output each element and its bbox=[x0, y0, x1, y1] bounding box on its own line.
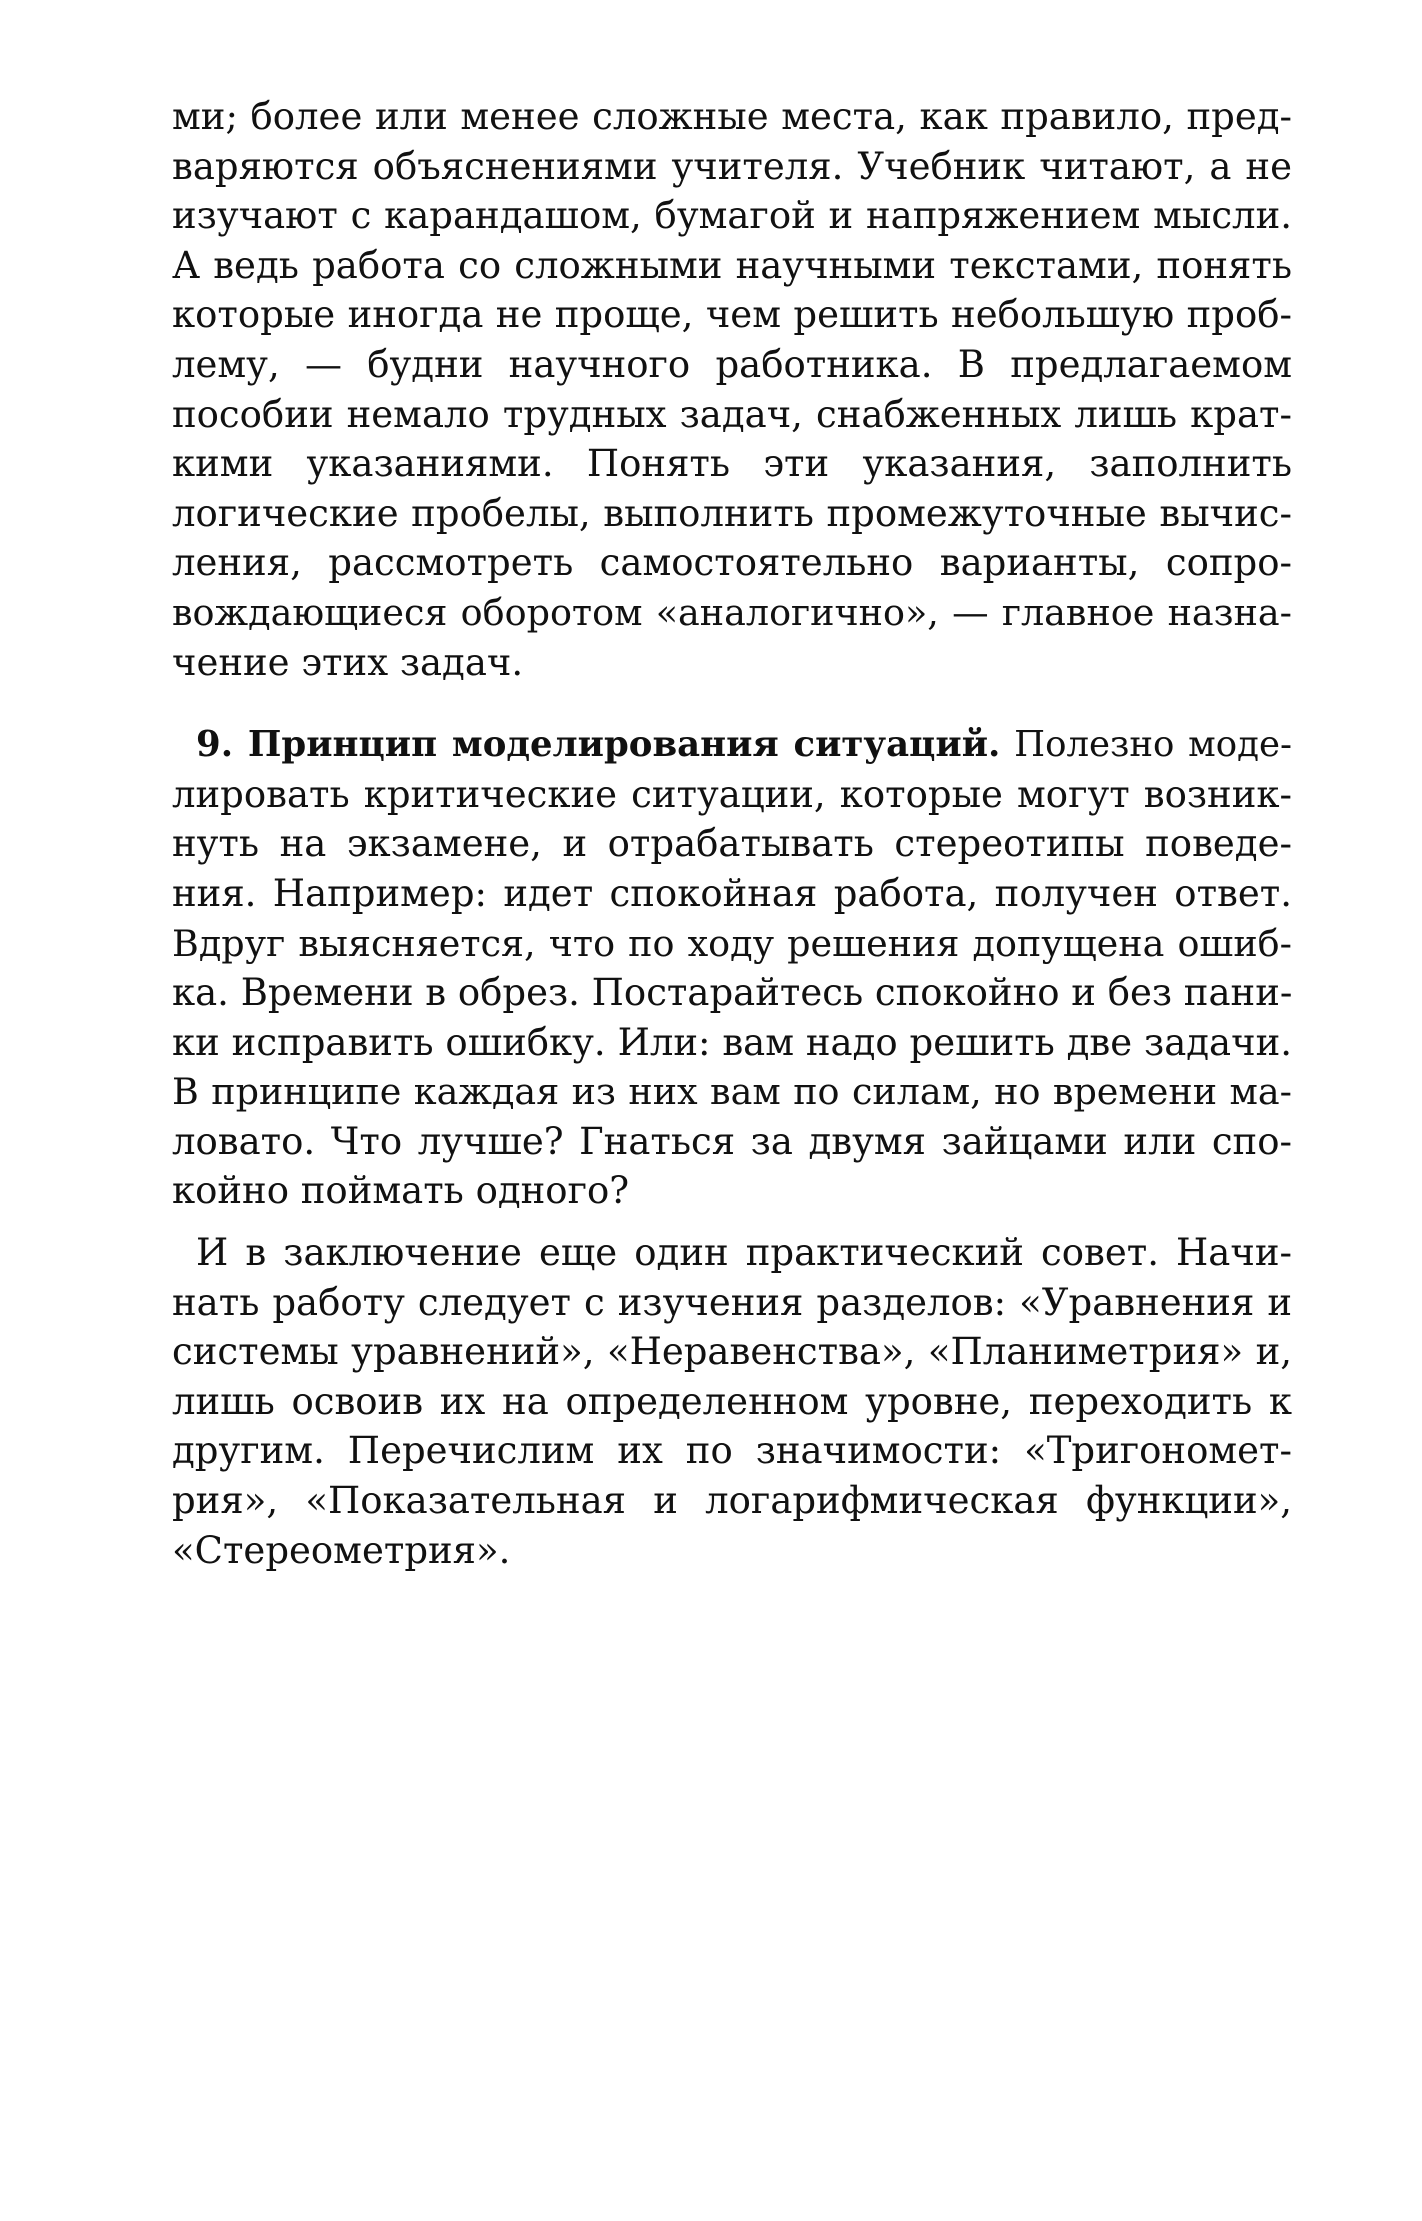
text-line: которые иногда не проще, чем решить небольшую проб- bbox=[172, 293, 1292, 337]
text-line: А ведь работа со сложными научными текстами, понять bbox=[172, 243, 1292, 287]
paragraph-2 bbox=[172, 720, 1292, 1216]
text-line: нуть на экзамене, и отрабатывать стереотипы поведе- bbox=[172, 822, 1292, 866]
text-line: кими указаниями. Понять эти указания, заполнить bbox=[172, 442, 1292, 486]
text-line: ка. Времени в обрез. Постарайтесь спокойно и без пани- bbox=[172, 971, 1293, 1015]
page-text bbox=[172, 92, 1292, 1575]
text-line: чение этих задач. bbox=[172, 640, 524, 684]
text-line: ловато. Что лучше? Гнаться за двумя зайцами или спо- bbox=[172, 1119, 1292, 1163]
text-line: варяются объяснениями учителя. Учебник читают, а не bbox=[172, 144, 1292, 188]
text-line: Вдруг выясняется, что по ходу решения допущена ошиб- bbox=[172, 921, 1292, 965]
text-line: лему, — будни научного работника. В предлагаемом bbox=[172, 342, 1292, 386]
section-first-line bbox=[172, 720, 1292, 770]
text-line: вождающиеся оборотом «аналогично», — главное назна- bbox=[172, 590, 1292, 634]
text-line: И в заключение еще один практический совет. Начи- bbox=[196, 1231, 1292, 1275]
text-line: нать работу следует с изучения разделов: «Уравнения и bbox=[172, 1280, 1292, 1324]
text-line: системы уравнений», «Неравенства», «Планиметрия» и, bbox=[172, 1330, 1292, 1374]
section-heading: 9. Принцип моделирования ситуаций. bbox=[196, 724, 1001, 766]
text-line: ки исправить ошибку. Или: вам надо решить две задачи. bbox=[172, 1020, 1292, 1064]
paragraph-3 bbox=[172, 1228, 1292, 1575]
text-line: койно поймать одного? bbox=[172, 1169, 630, 1213]
text-line: другим. Перечислим их по значимости: «Тригономет- bbox=[172, 1429, 1292, 1473]
text-line: рия», «Показательная и логарифмическая функции», bbox=[172, 1479, 1292, 1523]
text-line: изучают с карандашом, бумагой и напряжением мысли. bbox=[172, 194, 1292, 238]
text-line: «Стереометрия». bbox=[172, 1528, 511, 1572]
text-line: ления, рассмотреть самостоятельно варианты, сопро- bbox=[172, 541, 1292, 585]
text-line: логические пробелы, выполнить промежуточные вычис- bbox=[172, 491, 1292, 535]
text-line: лировать критические ситуации, которые могут возник- bbox=[172, 772, 1292, 816]
paragraph-1 bbox=[172, 92, 1292, 687]
text-line: лишь освоив их на определенном уровне, переходить к bbox=[172, 1379, 1292, 1423]
text-fragment: Полезно моде- bbox=[1000, 724, 1292, 766]
text-line: В принципе каждая из них вам по силам, но времени ма- bbox=[172, 1070, 1292, 1114]
text-line: ния. Например: идет спокойная работа, получен ответ. bbox=[172, 871, 1292, 915]
text-line: ми; более или менее сложные места, как правило, пред- bbox=[172, 95, 1292, 138]
text-line: пособии немало трудных задач, снабженных лишь крат- bbox=[172, 392, 1292, 436]
